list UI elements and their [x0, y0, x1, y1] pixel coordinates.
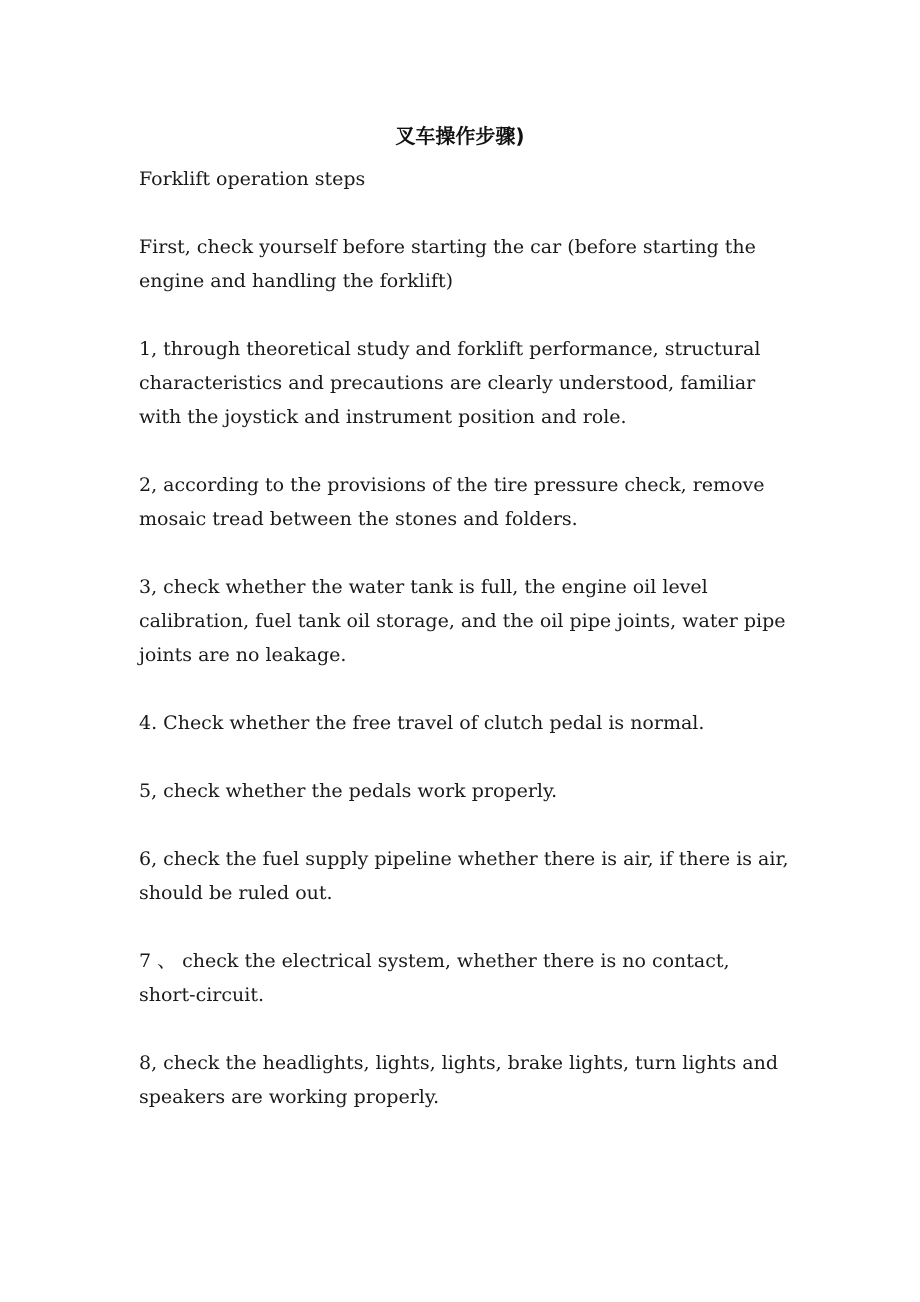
paragraph-step-5: 5, check whether the pedals work properly.	[139, 780, 558, 802]
document-subtitle: Forklift operation steps	[139, 168, 366, 190]
paragraph-step-6: 6, check the fuel supply pipeline whether there is air, if there is air, should be ruled out.	[139, 848, 789, 904]
paragraph-step-8: 8, check the headlights, lights, lights, brake lights, turn lights and speakers are working properly.	[139, 1052, 778, 1108]
paragraph-step-7: 7 、 check the electrical system, whether there is no contact, short-circuit.	[139, 950, 730, 1006]
paragraph-step-1: 1, through theoretical study and forklift performance, structural characteristics and precautions are clearly understood, familiar with the joystick and instrument position and role.	[139, 338, 761, 428]
paragraph-step-3: 3, check whether the water tank is full, the engine oil level calibration, fuel tank oil storage, and the oil pipe joints, water pipe joints are no leakage.	[139, 576, 786, 666]
paragraph-intro: First, check yourself before starting the car (before starting the engine and handling the forklift)	[139, 236, 756, 292]
paragraph-step-2: 2, according to the provisions of the tire pressure check, remove mosaic tread between the stones and folders.	[139, 474, 765, 530]
paragraph-step-4: 4. Check whether the free travel of clutch pedal is normal.	[139, 712, 705, 734]
document-body	[139, 162, 789, 1148]
document-title: 叉车操作步骤)	[395, 124, 525, 148]
